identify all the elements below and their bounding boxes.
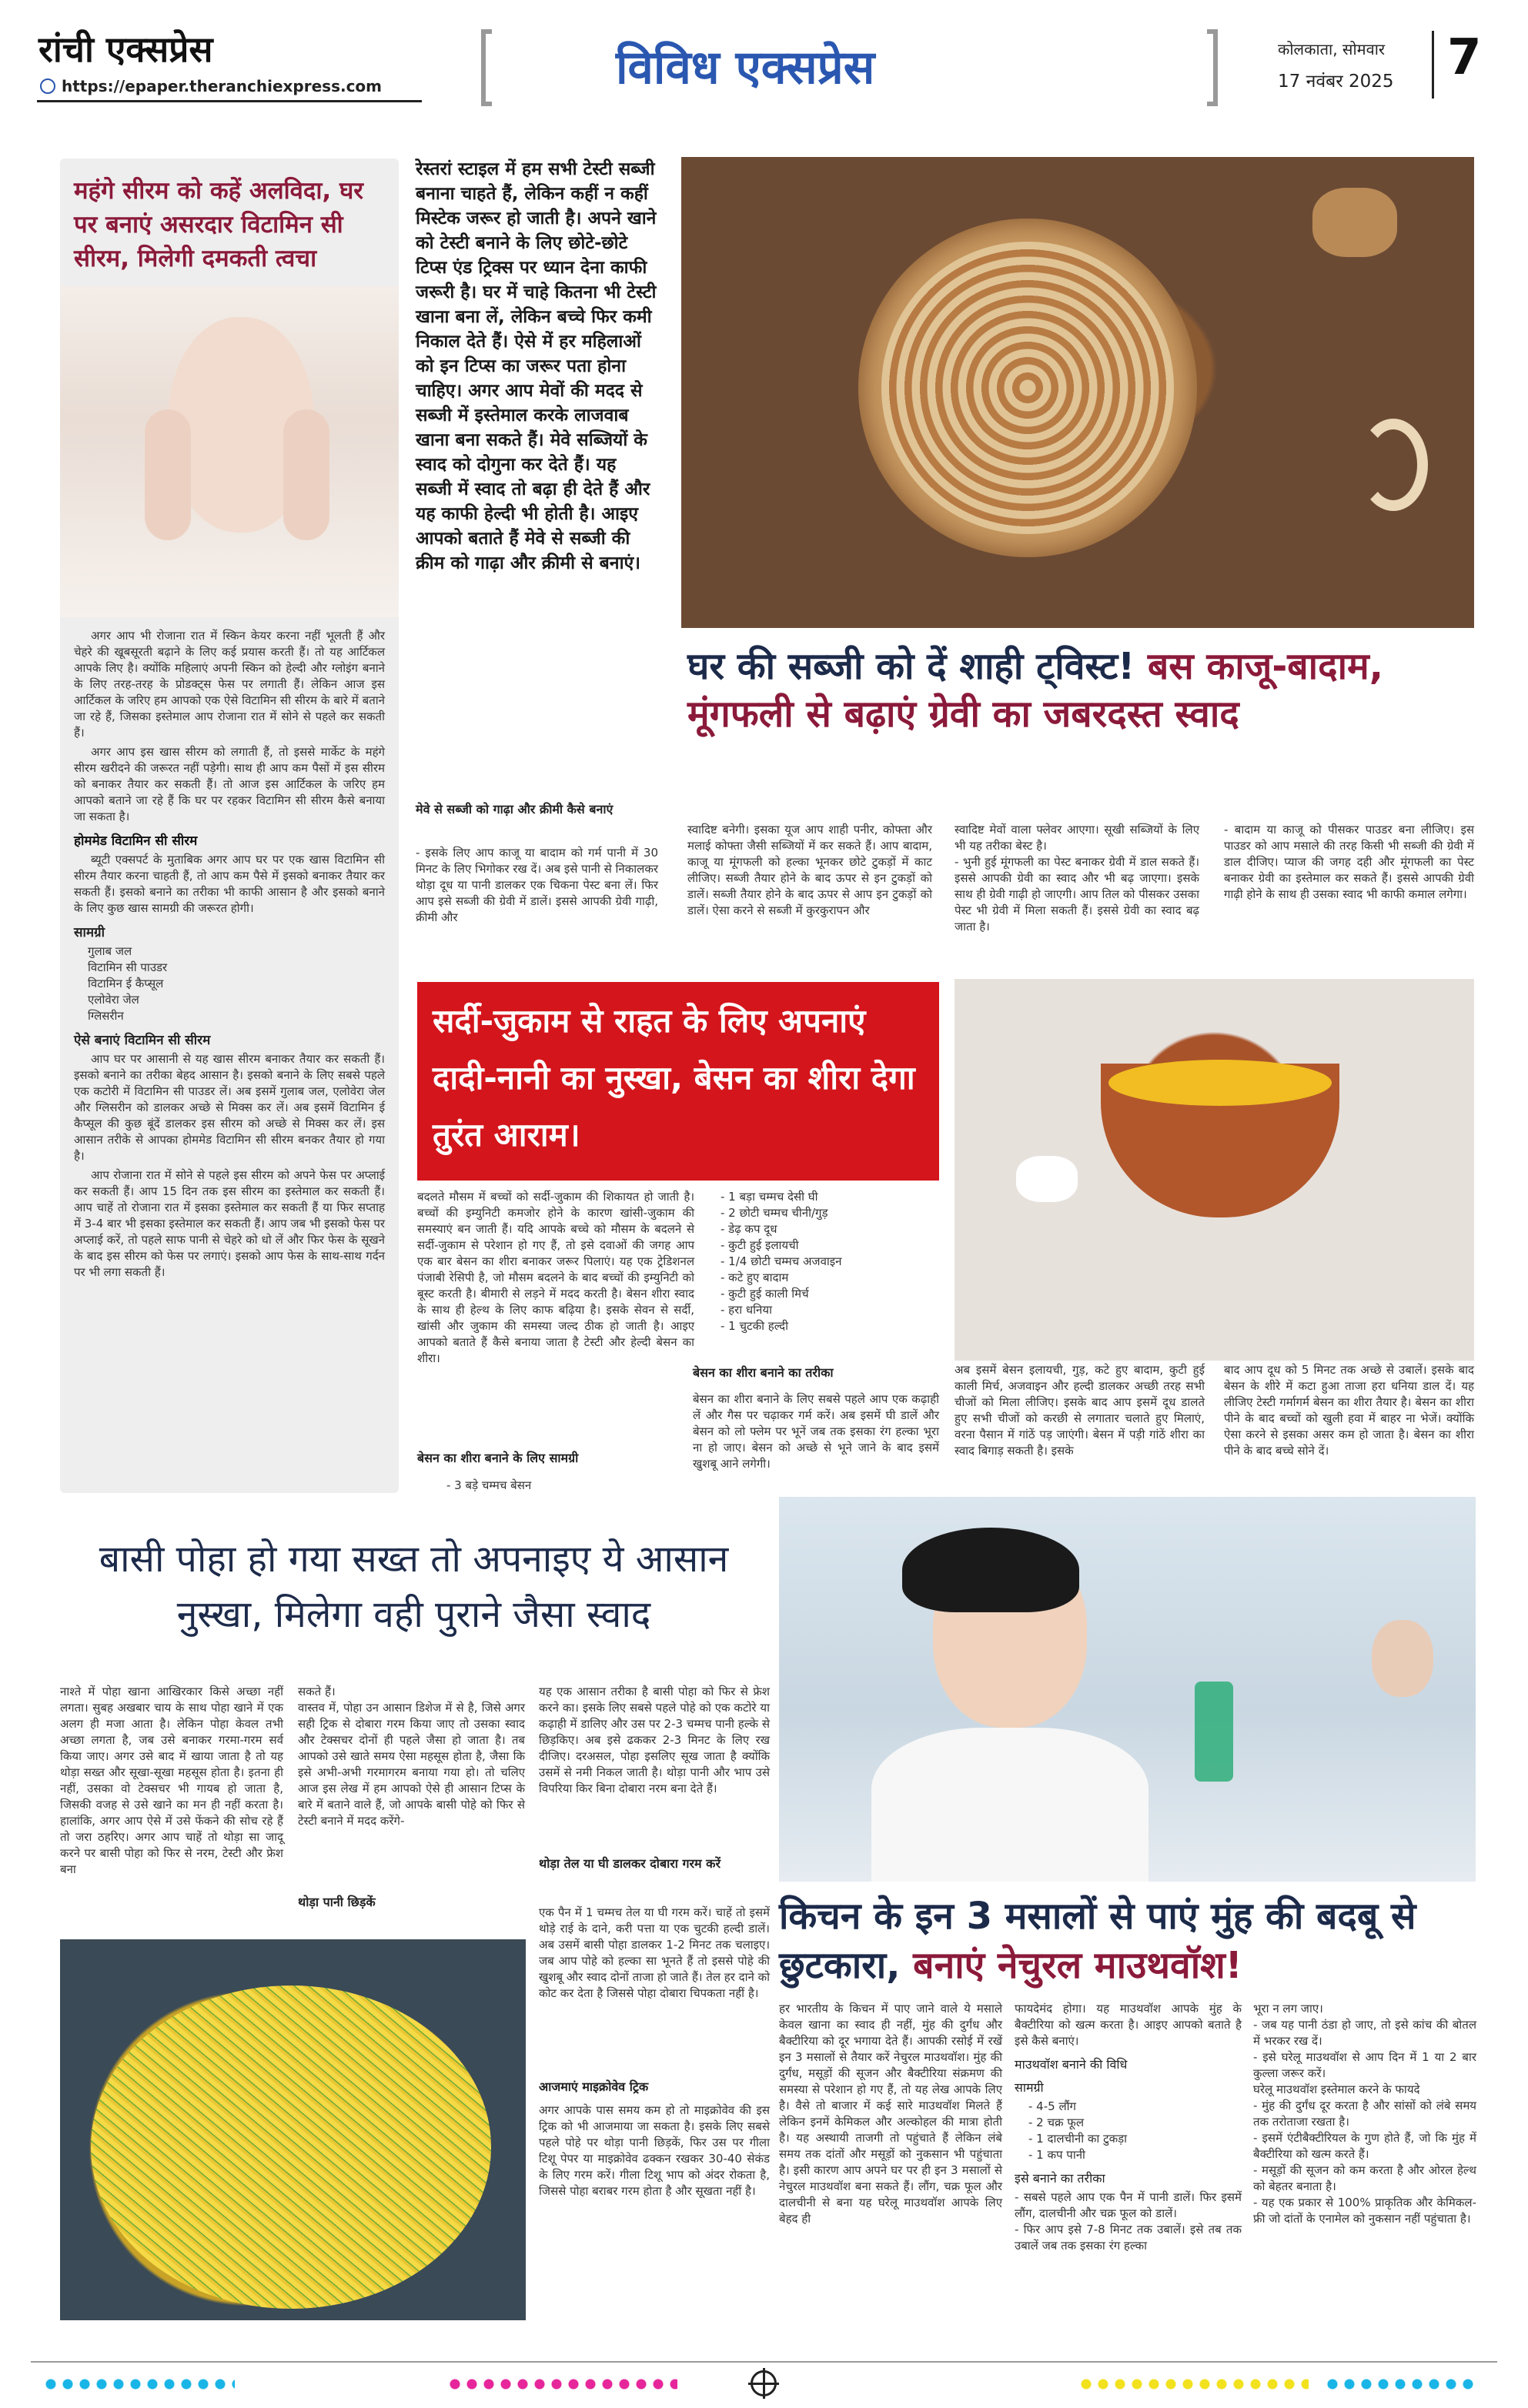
globe-icon xyxy=(40,78,55,94)
poha-col-2: सकते हैं। वास्तव में, पोहा उन आसान डिशेज में से है, जिसे अगर सही ट्रिक से दोबारा गरम किया जाए तो उसका स्वाद और टेक्सचर दोनों ही पहले जैसा हो जाता है। तब आपको उसे खाते समय ऐसा महसूस होता है, जैसा कि इसे अभी-अभी गरमागरम बनाया गया हो। तो चलिए आज इस लेख में हम आपको ऐसे ही आसान टिप्स के बारे में बताने वाले हैं, जो आपके बासी पोहे को फिर से टेस्टी बनाने में मदद करेंगे- xyxy=(298,1685,525,1828)
sheera-ingredient: - 3 बड़े चम्मच बेसन xyxy=(446,1478,532,1492)
besan-sheera-photo xyxy=(955,979,1474,1361)
sabji-headline-line2: मूंगफली से बढ़ाएं ग्रेवी का जबरदस्त स्वाद xyxy=(687,693,1239,736)
sabji-subhead: मेवे से सब्जी को गाढ़ा और क्रीमी कैसे बनाएं xyxy=(416,802,614,817)
color-registration-dots-left xyxy=(42,2378,235,2390)
mouthwash-ingredient: - 1 दालचीनी का टुकड़ा xyxy=(1028,2132,1128,2146)
epaper-url[interactable]: https://epaper.theranchiexpress.com xyxy=(62,77,383,95)
url-underline xyxy=(37,100,422,102)
sabji-headline-black: घर की सब्जी को दें शाही ट्विस्ट! xyxy=(687,645,1148,688)
sheera-col-4: बाद आप दूध को 5 मिनट तक अच्छे से उबालें। इसके बाद बेसन के शीरे में कटा हुआ ताजा हरा धनिया डाल दें। यह लीजिए टेस्टी गर्मागर्म बेसन का शीरा तैयार है। बेसन का शीरा पीने के बाद बच्चों को खुली हवा में बाहर ना भेजें। क्योंकि ऐसा करने से इसका असर कम हो जाता है। बेसन का शीरा पीने के बाद बच्चे सोने दें। xyxy=(1224,1363,1474,1458)
serum-ingredient: विटामिन ई कैप्सूल xyxy=(88,977,164,990)
serum-article xyxy=(60,159,399,1493)
poha-headline: बासी पोहा हो गया सख्त तो अपनाइए ये आसान नुस्खा, मिलेगा वही पुराने जैसा स्वाद xyxy=(99,1538,729,1636)
section-bracket-left xyxy=(481,29,492,106)
newspaper-logo: रांची एक्सप्रेस xyxy=(38,28,213,70)
registration-mark-icon xyxy=(751,2370,777,2396)
poha-plate-photo xyxy=(60,1939,526,2320)
mouthwash-headline-maroon: बनाएं नेचुरल माउथवॉश! xyxy=(913,1944,1242,1987)
poha-subhead-oil: थोड़ा तेल या घी डालकर दोबारा गरम करें xyxy=(539,1856,721,1871)
sabji-col-1: - इसके लिए आप काजू या बादाम को गर्म पानी में 30 मिनट के लिए भिगोकर रख दें। अब इसे पानी से निकालकर थोड़ा दूध या पानी डालकर एक चिकना पेस्ट बना लें। फिर आप इसे सब्जी की ग्रेवी में डालें। इससे आपकी ग्रेवी गाढ़ी, क्रीमी और xyxy=(416,846,658,924)
serum-subhead-homemade: होममेड विटामिन सी सीरम xyxy=(74,833,198,849)
serum-subhead-ingredients: सामग्री xyxy=(74,925,105,940)
sheera-headline-banner xyxy=(417,982,939,1181)
serum-para-2: अगर आप इस खास सीरम को लगाती हैं, तो इससे मार्केट के महंगे सीरम खरीदने की जरूरत नहीं पड़ेगी। साथ ही आप कम पैसों में इस सीरम को बनाकर तैयार कर सकती हैं। तो आज इस आर्टिकल के जरिए हम आपको बताने जा रहे हैं कि घर पर रहकर विटामिन सी सीरम कैसे बनाया जा सकता है। xyxy=(74,745,385,823)
mouthwash-col-3: भूरा न लग जाए। - जब यह पानी ठंडा हो जाए, तो इसे कांच की बोतल में भरकर रख दें। - इसे घरेलू माउथवॉश से आप दिन में 1 या 2 बार कुल्ला जरूर करें। घरेलू माउथवॉश इस्तेमाल करने के फायदे - मुंह की दुर्गंध दूर करता है और सांसों को लंबे समय तक तरोताजा रखता है। - इसमें एंटीबैक्टीरियल के गुण होते हैं, जो कि मुंह में बैक्टीरिया को खत्म करते हैं। - मसूड़ों की सूजन को कम करता है और ओरल हेल्थ को बेहतर बनाता है। - यह एक प्रकार से 100% प्राकृतिक और केमिकल-फ्री जो दांतों के एनामेल को नुकसान नहीं पहुंचाता है। xyxy=(1253,2002,1476,2226)
sheera-ingredient: - कुटी हुई काली मिर्च xyxy=(721,1287,809,1301)
mouthwash-ingredient: - 1 कप पानी xyxy=(1028,2148,1085,2162)
sabji-col-3: स्वादिष्ट मेवों वाला फ्लेवर आएगा। सूखी सब्जियों के लिए भी यह तरीका बेस्ट है। - भुनी हुई मूंगफली का पेस्ट बनाकर ग्रेवी में डाल सकते हैं। इससे आपकी ग्रेवी का स्वाद और भी बढ़ जाएगा। इसके साथ ही ग्रेवी गाढ़ी हो जाएगी। आप तिल को पीसकर उसका पेस्ट भी ग्रेवी में मिला सकती हैं। इससे ग्रेवी का स्वाद बढ़ जाता है। xyxy=(955,823,1199,933)
mouthwash-headline xyxy=(779,1892,1476,1990)
sheera-ingredient-list xyxy=(707,1189,938,1334)
edition-city-day: कोलकाता, सोमवार xyxy=(1278,40,1386,58)
woman-skin-photo xyxy=(60,286,399,617)
sheera-subhead-ingredients: बेसन का शीरा बनाने के लिए सामग्री xyxy=(417,1451,579,1465)
sheera-subhead-method: बेसन का शीरा बनाने का तरीका xyxy=(693,1365,834,1380)
poha-col-3b: एक पैन में 1 चम्मच तेल या घी गरम करें। चाहें तो इसमें थोड़े राई के दाने, करी पत्ता या एक चुटकी हल्दी डालें। अब उसमें बासी पोहा डालकर 1-2 मिनट तक चलाइए। जब आप पोहे को हल्का सा भूनते हैं तो इससे पोहे की खुशबू और स्वाद दोनों ताजा हो जाते हैं। तेल हर दाने को कोट कर देता है जिससे पोहा दोबारा चिपकता नहीं है। xyxy=(539,1905,770,2000)
mouthwash-ingredient: - 2 चक्र फूल xyxy=(1028,2116,1085,2129)
serum-para-4: आप घर पर आसानी से यह खास सीरम बनाकर तैयार कर सकती हैं। इसको बनाने का तरीका बेहद आसान है। इसको बनाने के लिए सबसे पहले एक कटोरी में विटामिन सी पाउडर लें। अब इसमें गुलाब जल, एलोवेरा जेल और ग्लिसरीन को डालकर अच्छे से मिक्स कर लें। अब इसमें विटामिन ई कैप्सूल की कुछ बूंदें डालकर इस सीरम को अच्छे से मिक्स कर लें। इस आसान तरीके से आपका होममेड विटामिन सी सीरम बनकर तैयार हो गया है। xyxy=(74,1052,385,1163)
sheera-col-1: बदलते मौसम में बच्चों को सर्दी-जुकाम की शिकायत हो जाती है। बच्चों की इम्युनिटी कमजोर होने के कारण खांसी-जुकाम की समस्याएं बन जाती हैं। यदि आपके बच्चे को मौसम के बदलने से सर्दी-जुकाम से परेशान हो गए हैं, तो इसे दवाओं की जगह आप एक बार बेसन का शीरा बनाकर जरूर पिलाएं। यह एक ट्रेडिशनल पंजाबी रेसिपी है, जो मौसम बदलने के बाद बच्चों की इम्युनिटी को बूस्ट करती है। बीमारी से लड़ने में मदद करती है। बेसन शीरा स्वाद के साथ ही हेल्थ के लिए काफ बढ़िया है। इसके सेवन से सर्दी, खांसी और जुकाम की समस्या जल्द ठीक हो जाती है। आइए आपको बताते हैं कैसे बनाया जाता है टेस्टी और हेल्दी बेसन का शीरा। xyxy=(417,1190,694,1365)
sheera-headline: सर्दी-जुकाम से राहत के लिए अपनाएं दादी-नानी का नुस्खा, बेसन का शीरा देगा तुरंत आराम। xyxy=(433,1002,915,1154)
poha-subhead-microwave: आजमाएं माइक्रोवेव ट्रिक xyxy=(539,2079,649,2094)
sheera-ingredient: - 1/4 छोटी चम्मच अजवाइन xyxy=(721,1254,842,1268)
mouthwash-col-2 xyxy=(1015,2001,1242,2254)
sheera-col-3: अब इसमें बेसन इलायची, गुड़, कटे हुए बादाम, कुटी हुई काली मिर्च, अजवाइन और हल्दी डालकर अच्छी तरह सभी चीजों को मिला लीजिए। इसके बाद आप इसमें दूध डालते हुए सभी चीजों को करछी से लगातार चलाते हुए मिलाएं, वरना पैसान में गांठें पड़ जाएंगी। बेसन में पड़ी गांठें शीरा का स्वाद बिगाड़ सकती है। इसके xyxy=(955,1363,1205,1458)
sheera-ingredient: - 2 छोटी चम्मच चीनी/गुड़ xyxy=(721,1206,828,1220)
mouthwash-col-2a: फायदेमंद होगा। यह माउथवॉश आपके मुंह के बैक्टीरिया को खत्म करता है। आइए आपको बताते है इसे कैसे बनाएं। xyxy=(1015,2002,1242,2048)
footer-rule xyxy=(31,2361,1497,2363)
sheera-ingredient: - 1 चुटकी हल्दी xyxy=(721,1319,789,1333)
sheera-ingredient: - 1 बड़ा चम्मच देसी घी xyxy=(721,1190,818,1204)
sheera-ingredient: - डेढ़ कप दूध xyxy=(721,1222,777,1236)
color-registration-dots-far xyxy=(1324,2378,1478,2390)
edition-date: 17 नवंबर 2025 xyxy=(1278,72,1394,92)
serum-para-1: अगर आप भी रोजाना रात में स्किन केयर करना नहीं भूलती हैं और चेहरे की खूबसूरती बढ़ाने के लिए कई प्रयास करती हैं। तो यह आर्टिकल आपके लिए है। क्योंकि महिलाएं अपनी स्किन को हेल्दी और ग्लोइंग बनाने के लिए तरह-तरह के प्रोडक्ट्स फेस पर लगाती हैं। लेकिन आज इस आर्टिकल के जरिए हम आपको एक ऐसे विटामिन सी सीरम के बारे में बताने जा रहे हैं, जिसका इस्तेमाल आप रोजाना रात में सोने से पहले कर सकती हैं। xyxy=(74,629,385,740)
poha-col-3: यह एक आसान तरीका है बासी पोहा को फिर से फ्रेश करने का। इसके लिए सबसे पहले पोहे को एक कटोरे या कढ़ाही में डालिए और उस पर 2-3 चम्मच पानी हल्के से छिड़किए। अब इसे ढककर 2-3 मिनट के लिए रख दीजिए। दरअसल, पोहा इसलिए सूख जाता है क्योंकि उसमें से नमी निकल जाती है। थोड़ा पानी और भाप उसे विपरिया किर बिना दोबारा नरम बना देते हैं। xyxy=(539,1685,770,1795)
serum-ingredient: ग्लिसरीन xyxy=(88,1009,124,1023)
mouthwash-headline-navy: किचन के इन 3 मसालों से पाएं मुंह की बदबू से छुटकारा, xyxy=(779,1895,1416,1987)
color-registration-dots-right xyxy=(1078,2378,1309,2390)
poha-col-1: नाश्ते में पोहा खाना आखिरकार किसे अच्छा नहीं लगता। सुबह अखबार चाय के साथ पोहा खाने में एक अलग ही मजा आता है। लेकिन पोहा केवल तभी अच्छा लगता है, जब उसे बनाकर गरमा-गरम सर्व किया जाए। अगर उसे बाद में खाया जाता है तो यह थोड़ा सख्त और सूखा-सूखा महसूस होता है। इतना ही नहीं, उसका वो टेक्सचर भी गायब हो जाता है, जिसकी वजह से उसे खाने का मन ही नहीं करता है। हालांकि, अगर आप ऐसे में उसे फेंकने की सोच रहे हैं तो जरा ठहरिए। अगर आप चाहें तो थोड़ा सा जादू करने पर बासी पोहा को फिर से नरम, टेस्टी और फ्रेश बना xyxy=(60,1685,283,1876)
section-bracket-right xyxy=(1207,29,1218,106)
mouthwash-subhead-method: माउथवॉश बनाने की विधि xyxy=(1015,2057,1128,2072)
sabji-intro: रेस्तरां स्टाइल में हम सभी टेस्टी सब्जी बनाना चाहते हैं, लेकिन कहीं न कहीं मिस्टेक जरूर हो जाती है। अपने खाने को टेस्टी बनाने के लिए छोटे-छोटे टिप्स एंड ट्रिक्स पर ध्यान देना काफी जरूरी है। घर में चाहे कितना भी टेस्टी खाना बना लें, लेकिन बच्चे फिर कमी निकाल देते हैं। ऐसे में हर महिलाओं को इन टिप्स का जरूर पता होना चाहिए। अगर आप मेवों की मदद से सब्जी में इस्तेमाल करके लाजवाब खाना बना सकते हैं। मेवे सब्जियों के स्वाद को दोगुना कर देते हैं। यह सब्जी में स्वाद तो बढ़ा ही देते हैं और यह काफी हेल्दी भी होती है। आइए आपको बताते हैं मेवे से सब्जी की क्रीम को गाढ़ा और क्रीमी से बनाएं। xyxy=(416,159,657,573)
mouthwash-subhead-howto: इसे बनाने का तरीका xyxy=(1015,2171,1105,2186)
mouthwash-col-2b: - सबसे पहले आप एक पैन में पानी डालें। फिर इसमें लौंग, दालचीनी और चक्र फूल को डालें। - फिर आप इसे 7-8 मिनट तक उबालें। इसे तब तक उबालें जब तक इसका रंग हल्का xyxy=(1015,2190,1242,2253)
page-divider xyxy=(1432,31,1434,99)
serum-ingredient: विटामिन सी पाउडर xyxy=(88,960,168,974)
mouthwash-col-1: हर भारतीय के किचन में पाए जाने वाले ये मसाले केवल खाना का स्वाद ही नहीं, मुंह की दुर्गंध और बैक्टीरिया को दूर भगाया देते हैं। आपकी रसोई में रखें इन 3 मसालों से तैयार करें नेचुरल माउथवॉश। मुंह की दुर्गंध, मसूड़ों की सूजन और बैक्टीरिया संक्रमण की समस्या से परेशान हो गए हैं, तो यह लेख आपके लिए है। वैसे तो बाजार में कई सारे माउथवॉश मिलते हैं लेकिन इनमें केमिकल और अल्कोहल की मात्रा होती है। यह अस्थायी ताजगी तो पहुंचाते हैं लेकिन लंबे समय तक दांतों और मसूड़ों को नुकसान भी पहुंचाता है। इसी कारण आप अपने घर पर ही इन 3 मसालों से नेचुरल माउथवॉश बना सकते हैं। लौंग, चक्र फूल और दालचीनी से बना यह घरेलू माउथवॉश आपके लिए बेहद ही xyxy=(779,2002,1002,2226)
serum-ingredient: एलोवेरा जेल xyxy=(88,993,139,1007)
poha-subhead-water: थोड़ा पानी छिड़कें xyxy=(298,1895,376,1909)
sheera-ingredient: - कटे हुए बादाम xyxy=(721,1271,789,1284)
sabji-col-4: - बादाम या काजू को पीसकर पाउडर बना लीजिए। इस पाउडर को आप मसाले की तरह किसी भी सब्जी की ग्रेवी में डाल दीजिए। प्याज की जगह दही और मूंगफली का पेस्ट बनाकर ग्रेवी का इस्तेमाल कर सकते हैं। इससे आपकी ग्रेवी गाढ़ी होने के साथ ही उसका स्वाद भी काफी कमाल लगेगा। xyxy=(1224,823,1474,901)
masthead xyxy=(31,23,1497,123)
page-number: 7 xyxy=(1447,29,1482,86)
section-title: विविध एक्सप्रेस xyxy=(616,41,875,95)
sheera-col-2: बेसन का शीरा बनाने के लिए सबसे पहले आप एक कढ़ाही लें और गैस पर चढ़ाकर गर्म करें। अब इसमें घी डालें और बेसन को लो फ्लेम पर भूनें जब तक इसका रंग हल्का भूरा ना हो जाए। बेसन को अच्छे से भूने जाने के बाद इसमें खुशबू आने लगेगी। xyxy=(693,1392,939,1471)
color-registration-dots-mid xyxy=(446,2378,677,2390)
sheera-ingredient: - हरा धनिया xyxy=(721,1303,772,1317)
serum-para-5: आप रोजाना रात में सोने से पहले इस सीरम को अपने फेस पर अप्लाई कर सकती हैं। आप 15 दिन तक इस सीरम का इस्तेमाल कर सकती हैं। आप चाहें तो रोजाना रात में इसका इस्तेमाल कर सकती हैं या फिर सप्ताह में 3-4 बार भी इसका इस्तेमाल कर सकती हैं। आप जब भी इसको फेस पर अप्लाई करें, तो पहले साफ पानी से चेहरे को धो लें और फिर फेस के सूखने के बाद इस सीरम को फेस पर लगाएं। इसको आप फेस के साथ-साथ गर्दन पर भी लगा सकती हैं। xyxy=(74,1168,385,1279)
sabji-headline-maroon: बस काजू-बादाम, xyxy=(1147,645,1383,688)
nuts-bowl-photo xyxy=(681,157,1474,628)
poha-col-3c: अगर आपके पास समय कम हो तो माइक्रोवेव की इस ट्रिक को भी आजमाया जा सकता है। इसके लिए सबसे पहले पोहे पर थोड़ा पानी छिड़कें, फिर उस पर गीला टिशू पेपर या माइक्रोवेव ढक्कन रखकर 30-40 सेकंड के लिए गरम करें। गीला टिशू भाप को अंदर रोकता है, जिससे पोहा बराबर गरम होता है और सूखता नहीं है। xyxy=(539,2103,770,2198)
serum-subhead-method: ऐसे बनाएं विटामिन सी सीरम xyxy=(74,1033,211,1048)
serum-para-3: ब्यूटी एक्सपर्ट के मुताबिक अगर आप घर पर एक खास विटामिन सी सीरम तैयार करना चाहती हैं, तो आप कम पैसे में इसको बनाकर तैयार कर सकती हैं। इसको बनाने का तरीका भी काफी आसान है और इसको बनाने के लिए कुछ खास सामग्री की जरूरत होगी। xyxy=(74,853,385,915)
mouthwash-ingredient: - 4-5 लौंग xyxy=(1028,2099,1076,2113)
sabji-col-2: स्वादिष्ट बनेगी। इसका यूज आप शाही पनीर, कोफ्ता और मलाई कोफ्ता जैसी सब्जियों में कर सकते हैं। आप बादाम, काजू या मूंगफली को हल्का भूनकर छोटे टुकड़ों में काट लीजिए। सब्जी तैयार होने के बाद ऊपर से इन टुकड़ों को डालें। सब्जी तैयार होने के बाद ऊपर से आप इन टुकड़ों को डालें। ऐसा करने से सब्जी में कुरकुरापन और xyxy=(687,823,932,917)
mouthwash-subhead-ingredients: सामग्री xyxy=(1015,2080,1044,2095)
serum-headline: महंगे सीरम को कहें अलविदा, घर पर बनाएं असरदार विटामिन सी सीरम, मिलेगी दमकती त्वचा xyxy=(74,177,363,272)
mouthwash-photo xyxy=(779,1497,1476,1882)
serum-ingredient: गुलाब जल xyxy=(88,944,132,958)
sheera-ingredient: - कुटी हुई इलायची xyxy=(721,1238,799,1252)
sabji-headline xyxy=(687,643,1474,738)
